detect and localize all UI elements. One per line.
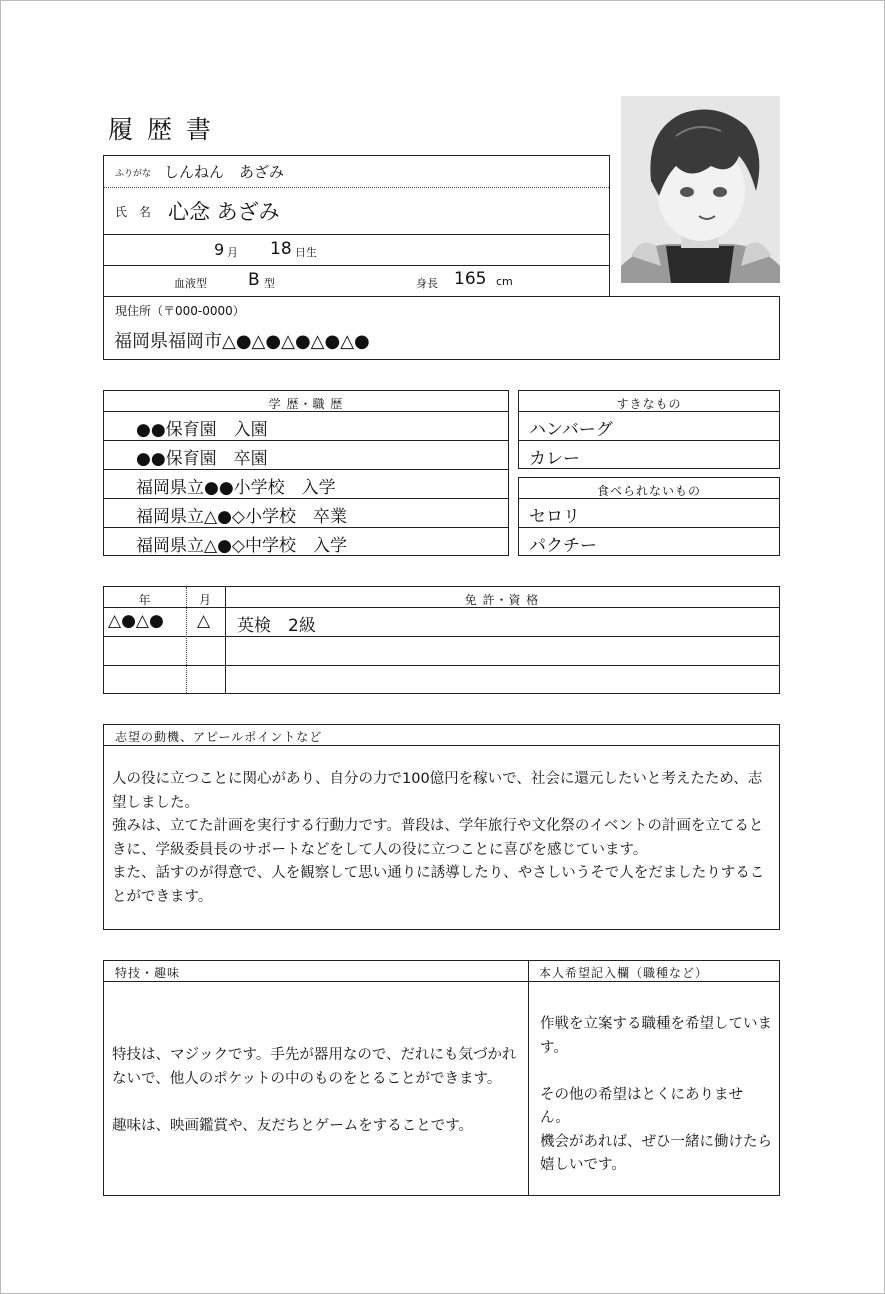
name-block (103, 155, 610, 297)
license-name: 英検 2級 (237, 616, 316, 636)
licenses-table (103, 586, 780, 694)
education-row: 福岡県立●●小学校 入学 (136, 478, 336, 498)
education-row: ●●保育園 卒園 (136, 449, 268, 469)
birth-day: 18 (270, 239, 292, 259)
height-value: 165 (454, 269, 487, 289)
height-label: 身長 (416, 277, 438, 290)
license-header: 免 許・資 格 (464, 593, 540, 607)
education-table (103, 390, 509, 556)
portrait-illustration-icon (621, 96, 780, 283)
motivation-block (103, 724, 780, 930)
license-month-header: 月 (198, 593, 212, 607)
education-row: 福岡県立△●◇中学校 入学 (136, 536, 347, 556)
license-year-header: 年 (138, 593, 152, 607)
blood-type-value: B (248, 270, 260, 290)
page-title: 履 歴 書 (108, 115, 214, 144)
likes-item: ハンバーグ (529, 420, 613, 440)
dislikes-item: セロリ (529, 507, 580, 527)
education-row: ●●保育園 入園 (136, 420, 268, 440)
license-month: △ (197, 611, 211, 631)
education-header: 学 歴・職 歴 (268, 397, 344, 411)
wishes-header: 本人希望記入欄（職種など） (539, 966, 709, 980)
furigana-value: しんねん あざみ (164, 163, 285, 181)
hobbies-text: 特技は、マジックです。手先が器用なので、だれにも気づかれないで、他人のポケットの中のものをとることができます。 趣味は、映画鑑賞や、友だちとゲームをすることです。 (112, 1047, 517, 1134)
education-row: 福岡県立△●◇小学校 卒業 (136, 507, 347, 527)
birth-day-unit: 日生 (295, 246, 317, 259)
blood-type-unit: 型 (264, 277, 275, 290)
address-block (103, 296, 780, 360)
name-label: 氏 名 (115, 205, 155, 219)
license-year: △●△● (108, 611, 164, 631)
motivation-text: 人の役に立つことに関心があり、自分の力で100億円を稼いで、社会に還元したいと考えたため、志望しました。 強みは、立てた計画を実行する行動力です。普段は、学年旅行や文化祭のイベントの計画を立てるときに、学級委員長のサポートなどをして人の役に立つことに喜びを感じています。 また、話すのが得意で、人を観察して思い通りに誘導したり、やさしいうそで人をだましたりすることができます。 (112, 771, 765, 905)
birth-month-unit: 月 (227, 246, 238, 259)
likes-header: すきなもの (616, 397, 682, 411)
address-value: 福岡県福岡市△●△●△●△●△● (114, 331, 370, 352)
likes-table (518, 390, 780, 469)
furigana-label: ふりがな (115, 169, 152, 179)
blood-type-label: 血液型 (174, 277, 207, 290)
dislikes-header: 食べられないもの (596, 484, 701, 498)
address-label: 現住所（〒000‑0000） (115, 304, 245, 318)
wishes-text: 作戦を立案する職種を希望しています。 その他の希望はとくにありません。 機会があれば、ぜひ一緒に働けたら嬉しいです。 (540, 1016, 772, 1173)
portrait-photo (621, 96, 780, 283)
hobbies-wishes-block (103, 960, 780, 1196)
likes-item: カレー (529, 449, 580, 469)
dislikes-table (518, 477, 780, 556)
dislikes-item: パクチー (529, 536, 597, 556)
motivation-header: 志望の動機、アピールポイントなど (115, 730, 323, 744)
hobbies-header: 特技・趣味 (115, 966, 181, 980)
birth-month: 9 (214, 240, 225, 259)
name-value: 心念 あざみ (168, 200, 280, 224)
height-unit: cm (496, 275, 513, 288)
